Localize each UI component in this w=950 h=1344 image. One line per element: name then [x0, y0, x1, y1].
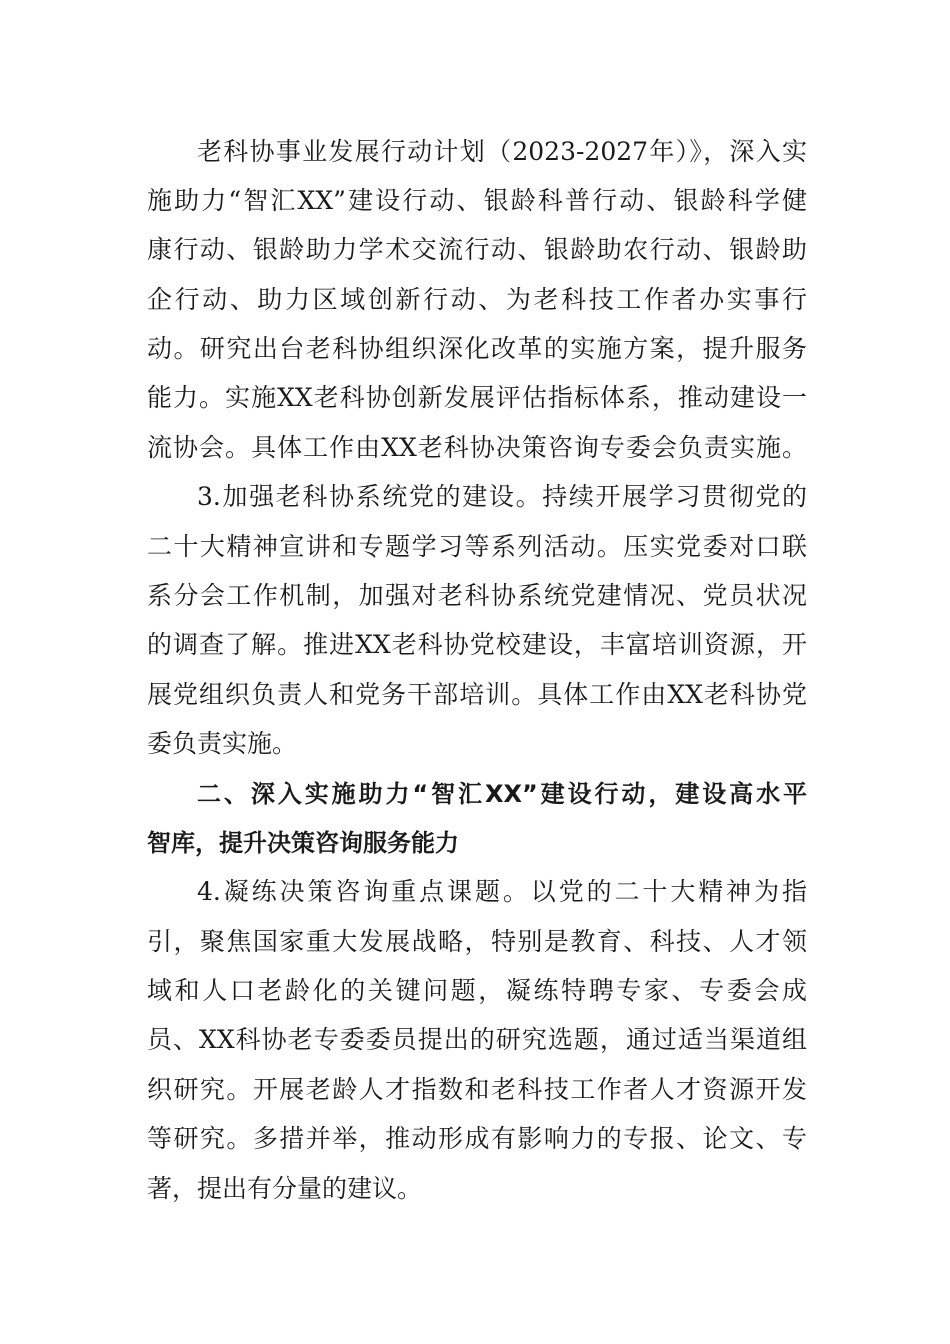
paragraph-2-line-1: 3.加强老科协系统党的建设。持续开展学习贯彻党的 [197, 482, 807, 511]
paragraph-2-line-4: 的调查了解。推进XX老科协党校建设，丰富培训资源，开 [147, 630, 807, 659]
section-heading-line-1: 二、深入实施助力“智汇XX”建设行动，建设高水平 [197, 780, 807, 808]
paragraph-3-line-4: 员、XX科协老专委委员提出的研究选题，通过适当渠道组 [147, 1025, 807, 1054]
paragraph-1-line-5: 动。研究出台老科协组织深化改革的实施方案，提升服务 [147, 334, 807, 363]
paragraph-2-line-6: 委负责实施。 [147, 729, 298, 758]
paragraph-1-line-7: 流协会。具体工作由XX老科协决策咨询专委会负责实施。 [147, 433, 807, 462]
paragraph-1-line-2: 施助力“智汇XX”建设行动、银龄科普行动、银龄科学健 [147, 186, 807, 215]
paragraph-1-line-6: 能力。实施XX老科协创新发展评估指标体系，推动建设一 [147, 383, 807, 412]
section-heading-line-2: 智库，提升决策咨询服务能力 [147, 829, 459, 857]
paragraph-2-line-3: 系分会工作机制，加强对老科协系统党建情况、党员状况 [147, 581, 807, 610]
paragraph-1-line-3: 康行动、银龄助力学术交流行动、银龄助农行动、银龄助 [147, 235, 807, 264]
paragraph-3-line-6: 等研究。多措并举，推动形成有影响力的专报、论文、专 [147, 1124, 807, 1153]
paragraph-3-line-7: 著，提出有分量的建议。 [147, 1174, 423, 1203]
paragraph-3-line-1: 4.凝练决策咨询重点课题。以党的二十大精神为指 [197, 877, 807, 906]
paragraph-3-line-5: 织研究。开展老龄人才指数和老科技工作者人才资源开发 [147, 1075, 807, 1104]
paragraph-1-line-1: 老科协事业发展行动计划（2023-2027年）》，深入实 [197, 137, 807, 166]
paragraph-1-line-4: 企行动、助力区域创新行动、为老科技工作者办实事行 [147, 285, 807, 314]
paragraph-3-line-2: 引，聚焦国家重大发展战略，特别是教育、科技、人才领 [147, 927, 807, 956]
paragraph-2-line-2: 二十大精神宣讲和专题学习等系列活动。压实党委对口联 [147, 532, 807, 561]
paragraph-2-line-5: 展党组织负责人和党务干部培训。具体工作由XX老科协党 [147, 680, 807, 709]
paragraph-3-line-3: 域和人口老龄化的关键问题，凝练特聘专家、专委会成 [147, 976, 807, 1005]
